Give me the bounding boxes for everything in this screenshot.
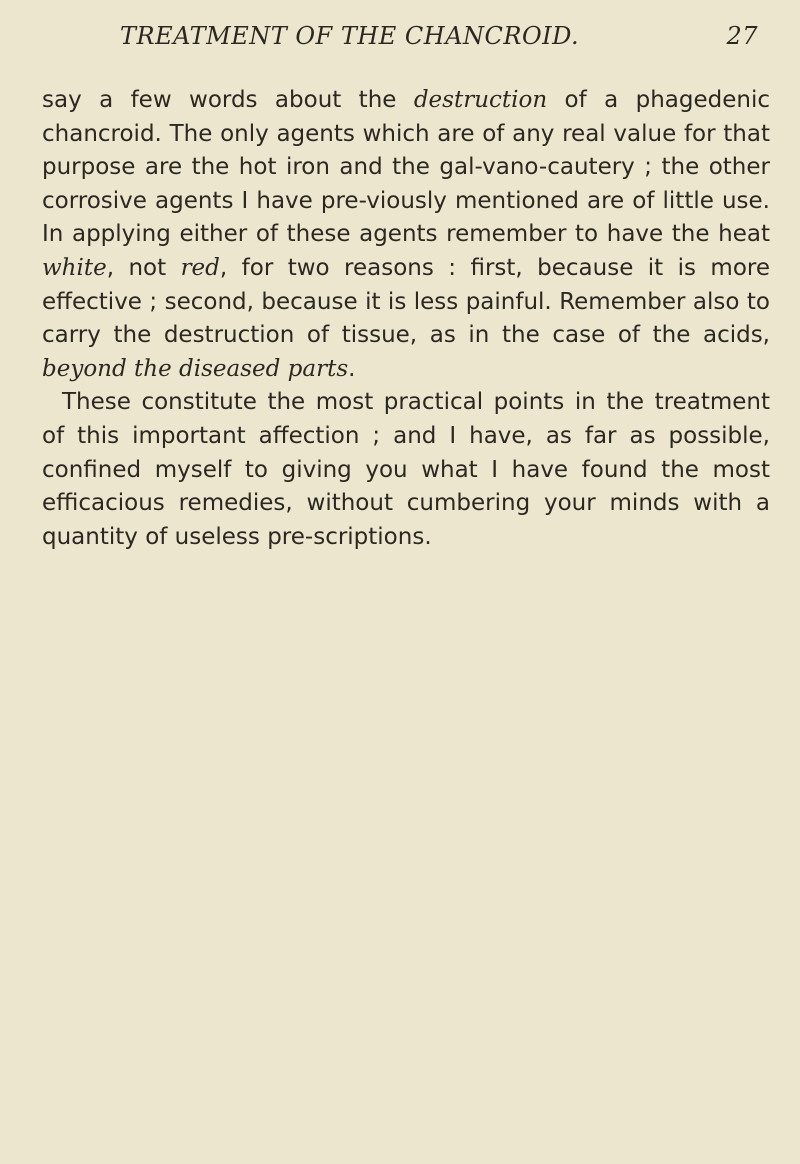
text-run: . xyxy=(348,355,356,382)
italic-run: destruction xyxy=(413,87,548,113)
text-run: of a phagedenic chancroid. The only agents which are of any real value for that purpose are the hot iron and the gal-vano-cautery ; the other corrosive agents I have pre-viously mentioned are of little use. In applying either of these agents remember to have the heat xyxy=(42,87,770,248)
running-title: TREATMENT OF THE CHANCROID. xyxy=(120,22,580,50)
page-number: 27 xyxy=(726,22,758,50)
italic-run: beyond the diseased parts xyxy=(42,355,349,382)
text-run: , for two reasons : first, because it is more effective ; second, because it is less painful. Remember also to carry the destruction of tissue, as in the case of the acids, xyxy=(42,254,770,349)
text-run: These constitute the most practical points in the treatment of this important affection ; and I have, as far as possible, confined myself to giving you what I have found the most efficacious remedies, without cumbering your minds with a quantity of useless pre-scriptions. xyxy=(42,389,770,550)
italic-run: red xyxy=(180,254,220,281)
text-run: , not xyxy=(106,254,181,281)
text-run: say a few words about the xyxy=(42,87,414,113)
paragraph-destruction xyxy=(42,84,770,386)
body-text xyxy=(42,84,770,554)
italic-run: white xyxy=(42,254,107,281)
running-head xyxy=(42,22,770,62)
paragraph-conclusion xyxy=(42,386,770,554)
